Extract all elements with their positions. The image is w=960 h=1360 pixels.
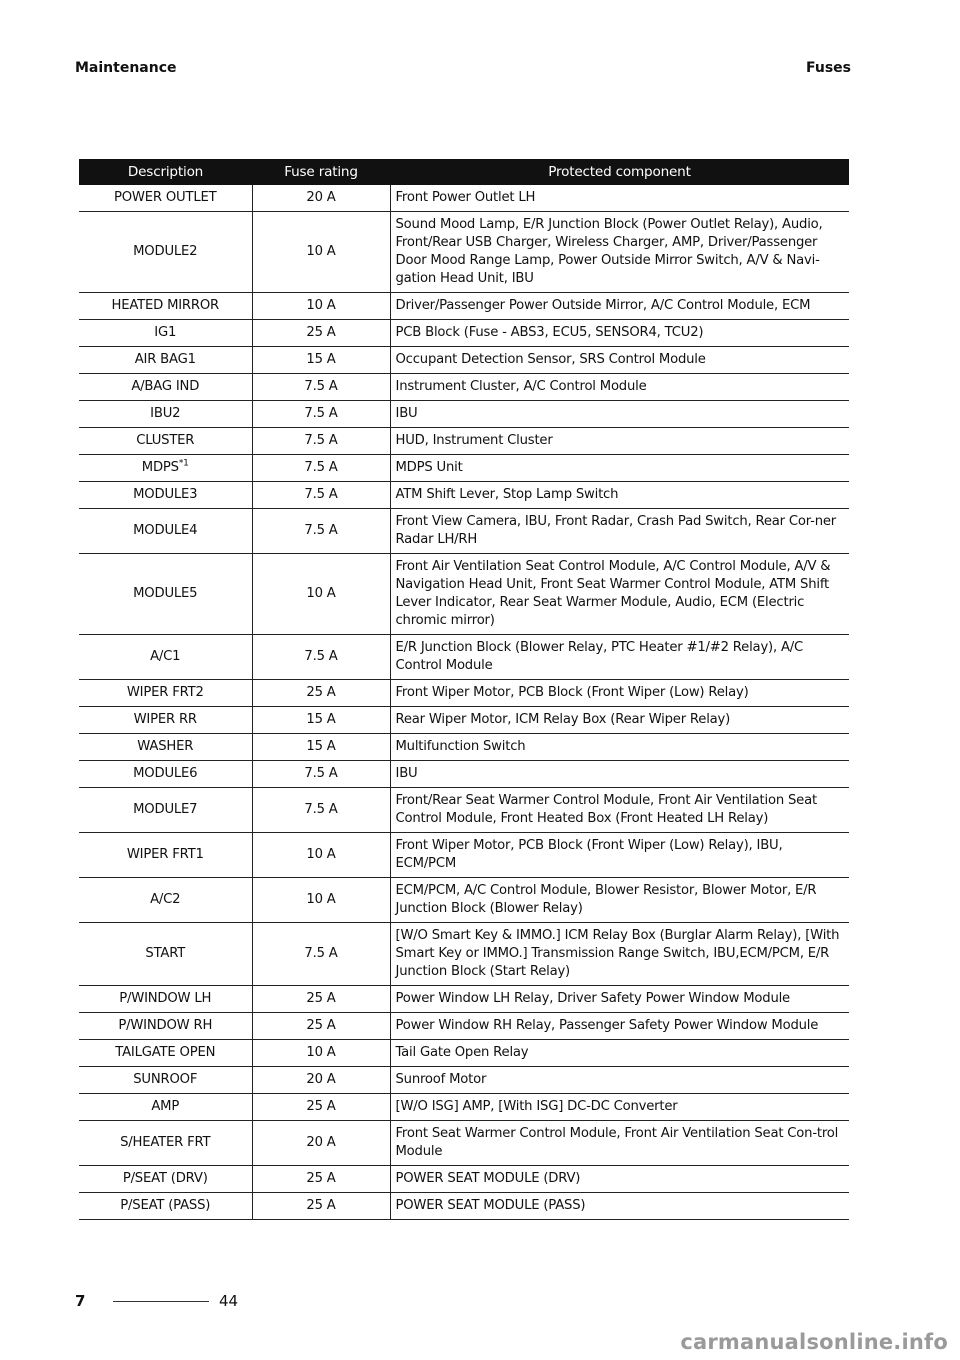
fuse-description	[79, 878, 252, 923]
fuse-description-text: A/BAG IND	[131, 379, 200, 394]
protected-component: POWER SEAT MODULE (PASS)	[390, 1193, 849, 1220]
fuse-description	[79, 1040, 252, 1067]
table-row	[79, 293, 849, 320]
fuse-rating: 7.5 A	[252, 635, 390, 680]
table-row	[79, 347, 849, 374]
protected-component: Sunroof Motor	[390, 1067, 849, 1094]
fuse-description-text: P/SEAT (DRV)	[122, 1171, 208, 1186]
fuse-description-text: MDPS	[141, 460, 179, 475]
fuse-description-text: IG1	[154, 325, 177, 340]
protected-component: Driver/Passenger Power Outside Mirror, A/C Control Module, ECM	[390, 293, 849, 320]
fuse-description	[79, 986, 252, 1013]
protected-component: Front Seat Warmer Control Module, Front Air Ventilation Seat Con-trol Module	[390, 1121, 849, 1166]
fuse-description-text: A/C1	[150, 649, 181, 664]
fuse-description	[79, 833, 252, 878]
table-row	[79, 320, 849, 347]
protected-component: Front Wiper Motor, PCB Block (Front Wiper (Low) Relay)	[390, 680, 849, 707]
protected-component: Occupant Detection Sensor, SRS Control Module	[390, 347, 849, 374]
fuse-rating: 15 A	[252, 707, 390, 734]
table-row	[79, 923, 849, 986]
table-row	[79, 707, 849, 734]
page-footer	[75, 1292, 238, 1310]
fuse-description-text: WIPER FRT2	[126, 685, 204, 700]
fuse-description	[79, 923, 252, 986]
fuse-description-text: S/HEATER FRT	[120, 1135, 211, 1150]
fuse-description	[79, 1067, 252, 1094]
fuse-description	[79, 554, 252, 635]
protected-component: Power Window RH Relay, Passenger Safety Power Window Module	[390, 1013, 849, 1040]
table-row	[79, 1094, 849, 1121]
fuse-description-text: WASHER	[137, 739, 194, 754]
fuse-description-text: MODULE2	[133, 244, 198, 259]
fuse-description-text: A/C2	[150, 892, 181, 907]
fuse-rating: 20 A	[252, 1121, 390, 1166]
table-row	[79, 374, 849, 401]
protected-component: Front View Camera, IBU, Front Radar, Crash Pad Switch, Rear Cor-ner Radar LH/RH	[390, 509, 849, 554]
protected-component: PCB Block (Fuse - ABS3, ECU5, SENSOR4, TCU2)	[390, 320, 849, 347]
protected-component: E/R Junction Block (Blower Relay, PTC Heater #1/#2 Relay), A/C Control Module	[390, 635, 849, 680]
table-row	[79, 1193, 849, 1220]
fuse-description-text: TAILGATE OPEN	[115, 1045, 216, 1060]
table-row	[79, 1040, 849, 1067]
fuse-rating: 25 A	[252, 1166, 390, 1193]
table-row	[79, 680, 849, 707]
fuse-description	[79, 734, 252, 761]
table-row	[79, 1013, 849, 1040]
fuse-rating: 10 A	[252, 293, 390, 320]
fuse-description-text: MODULE5	[133, 586, 198, 601]
fuse-description-text: START	[145, 946, 186, 961]
col-header-protected-component: Protected component	[390, 159, 849, 185]
fuse-description	[79, 212, 252, 293]
fuse-rating: 7.5 A	[252, 923, 390, 986]
fuse-description	[79, 1013, 252, 1040]
protected-component: Front Air Ventilation Seat Control Module, A/C Control Module, A/V & Navigation Head Unit, Front Seat Warmer Control Module, ATM Shift Lever Indicator, Rear Seat Warmer Module, Audio, ECM (Electric chromic mirror)	[390, 554, 849, 635]
fuse-rating: 15 A	[252, 734, 390, 761]
fuse-description	[79, 509, 252, 554]
footnote-marker: *1	[178, 458, 189, 469]
fuse-rating: 25 A	[252, 1013, 390, 1040]
watermark: carmanualsonline.info	[680, 1330, 948, 1354]
table-row	[79, 455, 849, 482]
fuse-rating: 7.5 A	[252, 761, 390, 788]
fuse-description-text: AMP	[151, 1099, 180, 1114]
protected-component: IBU	[390, 761, 849, 788]
fuse-description	[79, 374, 252, 401]
table-row	[79, 428, 849, 455]
fuse-description-text: HEATED MIRROR	[111, 298, 220, 313]
protected-component: POWER SEAT MODULE (DRV)	[390, 1166, 849, 1193]
fuse-rating: 25 A	[252, 986, 390, 1013]
fuse-description-text: P/WINDOW RH	[118, 1018, 213, 1033]
table-row	[79, 761, 849, 788]
fuse-rating: 10 A	[252, 554, 390, 635]
protected-component: [W/O ISG] AMP, [With ISG] DC-DC Converter	[390, 1094, 849, 1121]
protected-component: [W/O Smart Key & IMMO.] ICM Relay Box (Burglar Alarm Relay), [With Smart Key or IMMO.] Transmission Range Switch, IBU,ECM/PCM, E/R Junction Block (Start Relay)	[390, 923, 849, 986]
table-row	[79, 185, 849, 212]
table-row	[79, 509, 849, 554]
protected-component: Front Power Outlet LH	[390, 185, 849, 212]
protected-component: Front Wiper Motor, PCB Block (Front Wiper (Low) Relay), IBU, ECM/PCM	[390, 833, 849, 878]
table-row	[79, 554, 849, 635]
fuse-description-text: IBU2	[150, 406, 181, 421]
chapter-number: 7	[75, 1292, 86, 1310]
page-number: 44	[219, 1292, 239, 1310]
fuse-rating: 10 A	[252, 878, 390, 923]
table-row	[79, 878, 849, 923]
fuse-rating: 7.5 A	[252, 428, 390, 455]
footer-rule	[113, 1301, 209, 1302]
fuse-description	[79, 635, 252, 680]
fuse-description	[79, 401, 252, 428]
fuse-description-text: MODULE7	[133, 802, 198, 817]
fuse-table-header	[79, 159, 849, 185]
protected-component: Instrument Cluster, A/C Control Module	[390, 374, 849, 401]
fuse-description	[79, 347, 252, 374]
fuse-rating: 25 A	[252, 1193, 390, 1220]
fuse-description-text: SUNROOF	[133, 1072, 198, 1087]
fuse-description-text: MODULE6	[133, 766, 198, 781]
fuse-description-text: MODULE4	[133, 523, 198, 538]
protected-component: IBU	[390, 401, 849, 428]
fuse-rating: 20 A	[252, 1067, 390, 1094]
protected-component: HUD, Instrument Cluster	[390, 428, 849, 455]
fuse-description-text: POWER OUTLET	[114, 190, 217, 205]
table-row	[79, 833, 849, 878]
fuse-rating: 7.5 A	[252, 455, 390, 482]
fuse-rating: 15 A	[252, 347, 390, 374]
table-row	[79, 482, 849, 509]
fuse-rating: 20 A	[252, 185, 390, 212]
protected-component: ATM Shift Lever, Stop Lamp Switch	[390, 482, 849, 509]
fuse-description	[79, 1094, 252, 1121]
fuse-description-text: AIR BAG1	[134, 352, 196, 367]
fuse-description	[79, 707, 252, 734]
fuse-rating: 25 A	[252, 320, 390, 347]
protected-component: MDPS Unit	[390, 455, 849, 482]
protected-component: ECM/PCM, A/C Control Module, Blower Resistor, Blower Motor, E/R Junction Block (Blower Relay)	[390, 878, 849, 923]
fuse-rating: 7.5 A	[252, 374, 390, 401]
fuse-description	[79, 1121, 252, 1166]
fuse-rating: 25 A	[252, 1094, 390, 1121]
table-row	[79, 1166, 849, 1193]
fuse-rating: 7.5 A	[252, 788, 390, 833]
protected-component: Tail Gate Open Relay	[390, 1040, 849, 1067]
fuse-rating: 10 A	[252, 1040, 390, 1067]
fuse-description	[79, 455, 252, 482]
fuse-description	[79, 482, 252, 509]
col-header-description: Description	[79, 159, 252, 185]
header-topic: Fuses	[806, 60, 851, 76]
table-row	[79, 788, 849, 833]
fuse-rating: 7.5 A	[252, 482, 390, 509]
table-row	[79, 734, 849, 761]
fuse-description-text: P/SEAT (PASS)	[120, 1198, 211, 1213]
protected-component: Sound Mood Lamp, E/R Junction Block (Power Outlet Relay), Audio, Front/Rear USB Charger, Wireless Charger, AMP, Driver/Passenger Door Mood Range Lamp, Power Outside Mirror Switch, A/V & Navi-gation Head Unit, IBU	[390, 212, 849, 293]
fuse-description	[79, 788, 252, 833]
fuse-rating: 10 A	[252, 833, 390, 878]
fuse-table	[79, 159, 849, 1220]
table-row	[79, 986, 849, 1013]
fuse-table-body	[79, 185, 849, 1220]
table-row	[79, 635, 849, 680]
fuse-description-text: P/WINDOW LH	[119, 991, 212, 1006]
fuse-rating: 7.5 A	[252, 401, 390, 428]
fuse-description-text: WIPER RR	[133, 712, 197, 727]
col-header-fuse-rating: Fuse rating	[252, 159, 390, 185]
fuse-rating: 7.5 A	[252, 509, 390, 554]
fuse-description	[79, 428, 252, 455]
fuse-description	[79, 320, 252, 347]
fuse-description	[79, 293, 252, 320]
protected-component: Power Window LH Relay, Driver Safety Power Window Module	[390, 986, 849, 1013]
fuse-description-text: CLUSTER	[136, 433, 195, 448]
table-row	[79, 212, 849, 293]
protected-component: Front/Rear Seat Warmer Control Module, Front Air Ventilation Seat Control Module, Front Heated Box (Front Heated LH Relay)	[390, 788, 849, 833]
protected-component: Rear Wiper Motor, ICM Relay Box (Rear Wiper Relay)	[390, 707, 849, 734]
fuse-description-text: MODULE3	[133, 487, 198, 502]
fuse-description	[79, 1166, 252, 1193]
fuse-rating: 10 A	[252, 212, 390, 293]
fuse-description	[79, 185, 252, 212]
fuse-description	[79, 680, 252, 707]
fuse-description	[79, 1193, 252, 1220]
fuse-rating: 25 A	[252, 680, 390, 707]
fuse-description-text: WIPER FRT1	[126, 847, 204, 862]
table-row	[79, 1121, 849, 1166]
table-row	[79, 401, 849, 428]
header-section: Maintenance	[75, 60, 177, 76]
fuse-description	[79, 761, 252, 788]
table-row	[79, 1067, 849, 1094]
protected-component: Multifunction Switch	[390, 734, 849, 761]
